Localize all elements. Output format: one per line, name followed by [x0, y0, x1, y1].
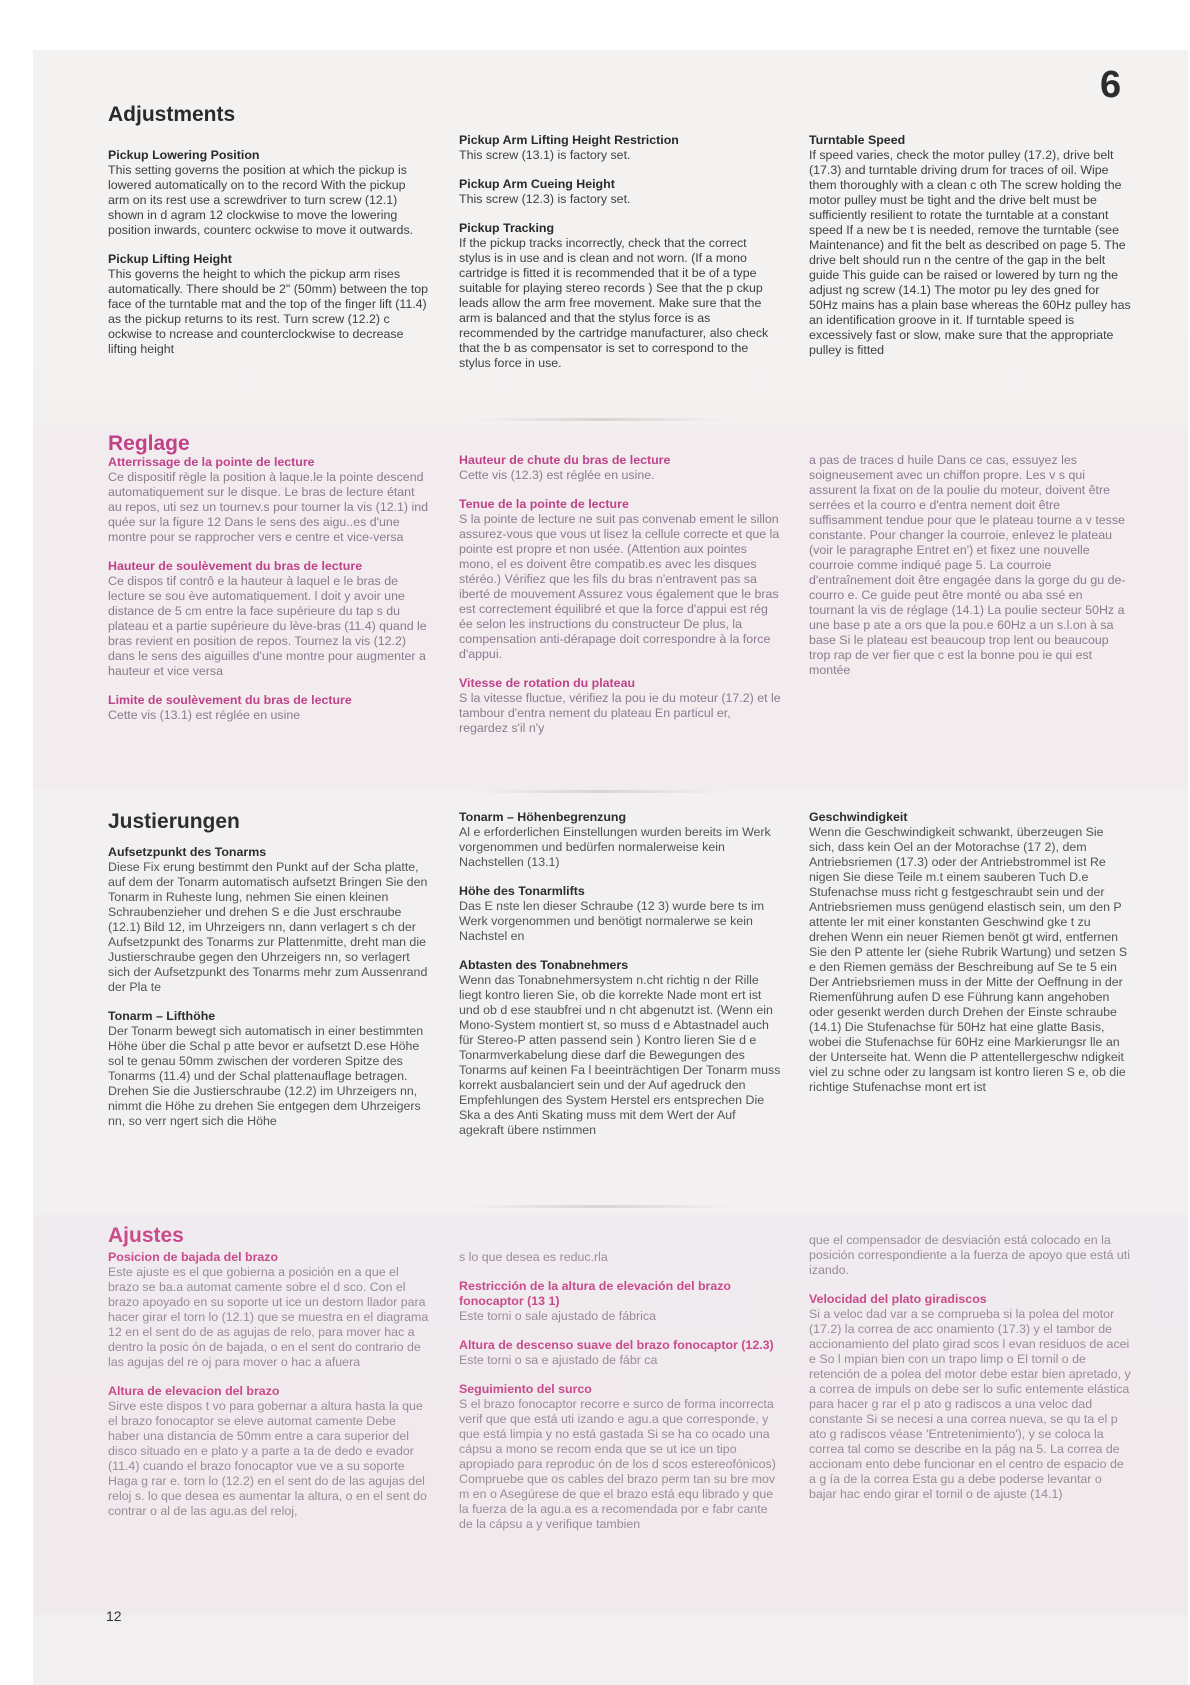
paragraph-text: This screw (12.3) is factory set. — [459, 192, 631, 206]
paragraph-heading: Tonarm – Lifthöhe — [108, 1009, 216, 1023]
paragraph-text: Este torni o sa e ajustado de fábr ca — [459, 1353, 658, 1367]
paragraph-text: S la pointe de lecture ne suit pas convenab ement le sillon assurez-vous que vous ut lisez la cellule correcte et que la pointe est propre et non usée. (Attention aux pointes mono, el es doivent être compatib.es avec les disques stéréo.) Vérifiez que les fils du bras n'entravent pas sa iberté de mouvement Assurez vous également que le bras est correctement équilibré et que la force d'appui est rég ée selon les instructions du constructeur De plus, la compensation anti-dérapage doit correspondre à la force d'appui. — [459, 512, 780, 661]
english-col1 — [108, 148, 430, 371]
paragraph-block — [459, 221, 781, 371]
paragraph-text: This governs the height to which the pickup arm rises automatically. There should be 2" (50mm) between the top face of the turntable mat and the top of the finger lift (11.4) as the pickup returns to its rest. Turn screw (12.2) c ockwise to ncrease and counterclockwise to decrease lifting height — [108, 267, 429, 356]
paragraph-text: Sirve este dispos t vo para gobernar a altura hasta la que el brazo fonocaptor se eleve automat camente Debe haber una distancia de 50mm entre a cara superior del disco situado en e plato y a parte a ta de dedo e evador (11.4) cuando el brazo fonocaptor vue ve a su soporte Haga g rar e. torn lo (12.2) en el sent do de las agujas del reloj s. lo que desea es aumentar la altura, o en el sent do contrar o al de las agu.as del reloj, — [108, 1399, 427, 1518]
paragraph-text: Diese Fix erung bestimmt den Punkt auf der Scha platte, auf dem der Tonarm automatisch aufsetzt Bringen Sie den Tonarm in Ruheste lung, nehmen Sie einen kleinen Schraubenzieher und drehen S e die Just erschraube (12.1) Bild 12, im Uhrzeigers nn, dann verlagert s ch der Aufsetzpunkt des Tonarms zur Plattenmitte, dreht man die Justierschraube gegen den Uhrzeigers nn, so verlagert sich der Aufsetzpunkt des Tonarms mehr zum Aussenrand der Pla te — [108, 860, 428, 994]
section-number: 6 — [1100, 64, 1122, 106]
paragraph-heading: Limite de soulèvement du bras de lecture — [108, 693, 352, 707]
paragraph-heading: Pickup Lowering Position — [108, 148, 260, 162]
paragraph-text: If the pickup tracks incorrectly, check that the correct stylus is in use and is clean and not worn. (If a mono cartridge is fitted it is recommended that it be of a type suitable for playing stereo records ) See that the p ckup leads allow the arm free movement. Make sure that the arm is balanced and that the stylus force is as recommended by the cartridge manufacturer, also check that the b as compensator is set to correspond to the stylus force in use. — [459, 236, 769, 370]
paragraph-heading: Pickup Lifting Height — [108, 252, 232, 266]
paragraph-block — [459, 958, 781, 1138]
paragraph-block — [459, 884, 781, 944]
paragraph-heading: Höhe des Tonarmlifts — [459, 884, 585, 898]
paragraph-heading: Pickup Arm Cueing Height — [459, 177, 615, 191]
spanish-col2 — [459, 1250, 781, 1546]
paragraph-heading: Seguimiento del surco — [459, 1382, 592, 1396]
section-title: Adjustments — [108, 103, 236, 126]
paragraph-heading: Hauteur de chute du bras de lecture — [459, 453, 671, 467]
divider — [470, 418, 730, 421]
section-title: Reglage — [108, 432, 190, 455]
paragraph-heading: Abtasten des Tonabnehmers — [459, 958, 629, 972]
paragraph-text: Wenn das Tonabnehmersystem n.cht richtig n der Rille liegt kontro lieren Sie, ob die korrekte Nade mont ert ist und ob d ese staubfrei und n cht abgenutzt ist. (Wenn ein Mono-System montiert st, so muss d e Abtastnadel auch für Stereo-P atten passend sein ) Kontro lieren Sie d e Tonarmverkabelung diese darf die Bewegungen des Tonarms auf keinen Fa l beeinträchtigen Der Tonarm muss korrekt ausbalanciert sein und der Auf agedruck den Empfehlungen des System Herstel ers entsprechen Die Ska a des Anti Skating muss mit dem Wert der Auf agekraft übere nstimmen — [459, 973, 781, 1137]
paragraph-block — [459, 1382, 781, 1532]
paragraph-block — [459, 1338, 781, 1368]
section-title: Ajustes — [108, 1224, 184, 1247]
paragraph-block — [108, 559, 430, 679]
paragraph-text: This screw (13.1) is factory set. — [459, 148, 631, 162]
paragraph-block — [459, 810, 781, 870]
paragraph-heading: Tonarm – Höhenbegrenzung — [459, 810, 627, 824]
paragraph-text: a pas de traces d huile Dans ce cas, essuyez les soigneusement avec un chiffon propre. Les v s qui assurent la fixat on de la poulie du moteur, doivent être serrées et la courro e d'entra nement doit être suffisamment tendue pour que le plateau tourne a v tesse constante. Pour changer la courroie, enlevez le plateau (voir le paragraphe Entret en') et fixez une nouvelle courroie comme indiqué page 5. La courroie d'entraînement doit être engagée dans la gorge du gu de-courro e. Ce guide peut être monté ou aba ssé en tournant la vis de réglage (14.1) La poulie secteur 50Hz a une base p ate a ors que la pou.e 60Hz a un s.l.on à sa base Si le plateau est beaucoup trop lent ou beaucoup trop rap de ver fier que c est la bonne pou ie qui est montée — [809, 453, 1126, 677]
paragraph-text: Das E nste len dieser Schraube (12 3) wurde bere ts im Werk vorgenommen und benötigt normalerwe se kein Nachstel en — [459, 899, 765, 943]
paragraph-heading: Atterrissage de la pointe de lecture — [108, 455, 315, 469]
section-title: Justierungen — [108, 810, 240, 833]
paragraph-text: If speed varies, check the motor pulley (17.2), drive belt (17.3) and turntable driving drum for traces of oil. Wipe them thoroughly with a clean c oth The screw holding the motor pulley must be tight and the drive belt must be sufficiently resilient to rotate the turntable at a constant speed If a new be t is needed, remove the turntable (see Maintenance) and fit the belt as described on page 5. The drive belt should run n the centre of the gap in the belt guide This guide can be raised or lowered by turn ng the adjust ng screw (14.1) The motor pu ley des gned for 50Hz mains has a plain base whereas the 60Hz pulley has an identification groove in it. If turntable speed is excessively fast or slow, make sure that the appropriate pulley is fitted — [809, 148, 1131, 357]
paragraph-text: This setting governs the position at which the pickup is lowered automatically on to the record With the pickup arm on its rest use a screwdriver to turn screw (12.1) shown in d agram 12 clockwise to move the lowering position inwards, counterc ockwise to move it outwards. — [108, 163, 414, 237]
paragraph-block — [108, 252, 430, 357]
paragraph-text: S el brazo fonocaptor recorre e surco de forma incorrecta verif que que está uti izando e agu.a que corresponde, y que está limpia y no está gastada Si se ha co ocado una cápsu a mono se recom enda que se ut ice un tipo apropiado para reproduc ón de los d scos estereofónicos) Compruebe que os cables del brazo perm tan su bre mov m en o Asegúrese de que el brazo está equ librado y que la fuerza de la agu.a es a recomendada por e fabr cante de la cápsu a y verifique tambien — [459, 1397, 776, 1531]
paragraph-heading: Posicion de bajada del brazo — [108, 1250, 279, 1264]
paragraph-block — [809, 133, 1131, 358]
paragraph-text: Al e erforderlichen Einstellungen wurden bereits im Werk vorgenommen und bedürfen normalerweise kein Nachstellen (13.1) — [459, 825, 771, 869]
french-col1 — [108, 455, 430, 737]
paragraph-block — [459, 1250, 781, 1265]
paragraph-text: Cette vis (12.3) est réglée en usine. — [459, 468, 655, 482]
paragraph-block — [809, 453, 1131, 678]
paragraph-block — [459, 453, 781, 483]
paragraph-heading: Tenue de la pointe de lecture — [459, 497, 629, 511]
german-col2 — [459, 810, 781, 1152]
paragraph-block — [108, 1009, 430, 1129]
paragraph-block — [108, 1384, 430, 1519]
paragraph-block — [108, 455, 430, 545]
paragraph-block — [459, 177, 781, 207]
paragraph-heading: Altura de descenso suave del brazo fonocaptor (12.3) — [459, 1338, 774, 1352]
paragraph-text: Este ajuste es el que gobierna a posición en a que el brazo se ba.a automat camente sobre el d sco. Con el brazo apoyado en su soporte ut ice un destorn llador para hacer girar el torn lo (12.1) que se muestra en el diagrama 12 en el sent do de as agujas de relo, para mover hac a dentro la posic ón de bajada, o en el sent do contrario de las agujas del re oj para mover o hac a afuera — [108, 1265, 429, 1369]
german-col1 — [108, 845, 430, 1143]
paragraph-text: Wenn die Geschwindigkeit schwankt, überzeugen Sie sich, dass kein Oel an der Motorachse (17 2), dem Antriebsriemen (17.3) oder der Antriebstrommel ist Re nigen Sie diese Teile m.t einem sauberen Tuch D.e Stufenachse muss richt g festgeschraubt sein und der Antriebsriemen muss genügend elastisch sein, um den P attente ler mit einer konstanten Geschwind gke t zu drehen Wenn ein neuer Riemen benöt gt wird, entfernen Sie den P attente ler (siehe Rubrik Wartung) und setzen S e den Riemen gemäss der Beschreibung auf Se te 5 ein Der Antriebsriemen muss in der Mitte der Oeffnung in der Riemenführung aufen D ese Führung kann angehoben oder gesenkt werden durch Drehen der Einste schraube (14.1) Die Stufenachse für 50Hz hat eine glatte Basis, wobei die Stufenachse für 60Hz eine Markierungsr lle an der Unterseite hat. Wenn die P attentellergeschw ndigkeit viel zu schne oder zu langsam ist kontro lieren S e, ob die richtige Stufenachse mont ert ist — [809, 825, 1128, 1094]
paragraph-block — [108, 1250, 430, 1370]
paragraph-text: Ce dispositif règle la position à laque.le la pointe descend automatiquement sur le disque. Le bras de lecture étant au repos, uti sez un tournev.s pour tourner la vis (12.1) ind quée sur la figure 12 Dans le sens des aigu..es d'une montre pour se rapprocher vers e centre et vice-versa — [108, 470, 429, 544]
paragraph-text: S la vitesse fluctue, vérifiez la pou ie du moteur (17.2) et le tambour d'entra nement du plateau En particul er, regardez s'il n'y — [459, 691, 781, 735]
paragraph-block — [459, 1279, 781, 1324]
paragraph-heading: Velocidad del plato giradiscos — [809, 1292, 987, 1306]
french-col2 — [459, 453, 781, 750]
paragraph-heading: Pickup Tracking — [459, 221, 555, 235]
english-col2 — [459, 133, 781, 385]
german-col3 — [809, 810, 1131, 1109]
paragraph-block — [459, 133, 781, 163]
paragraph-text: s lo que desea es reduc.rla — [459, 1250, 608, 1264]
paragraph-block — [108, 845, 430, 995]
paragraph-text: Der Tonarm bewegt sich automatisch in einer bestimmten Höhe über die Schal p atte bevor er aufsetzt D.ese Höhe sol te genau 50mm zwischen der vorderen Spitze des Tonarms (11.4) und der Schal plattenauflage betragen. Drehen Sie die Justierschraube (12.2) im Uhrzeigers nn, nimmt die Höhe zu drehen Sie entgegen dem Uhrzeigers nn, so verr ngert sich die Höhe — [108, 1024, 424, 1128]
spanish-col3 — [809, 1233, 1131, 1516]
divider — [470, 790, 730, 793]
paragraph-block — [459, 676, 781, 736]
paragraph-heading: Altura de elevacion del brazo — [108, 1384, 280, 1398]
spanish-col1 — [108, 1250, 430, 1533]
paragraph-block — [459, 497, 781, 662]
divider — [470, 1205, 730, 1208]
paragraph-text: Este torni o sale ajustado de fábrica — [459, 1309, 656, 1323]
paragraph-heading: Pickup Arm Lifting Height Restriction — [459, 133, 679, 147]
french-col3 — [809, 453, 1131, 692]
english-col3 — [809, 133, 1131, 372]
paragraph-heading: Hauteur de soulèvement du bras de lecture — [108, 559, 363, 573]
paragraph-text: Cette vis (13.1) est réglée en usine — [108, 708, 301, 722]
paragraph-block — [809, 810, 1131, 1095]
paragraph-text: Ce dispos tif contrô e la hauteur à laquel e le bras de lecture se sou ève automatiquement. l doit y avoir une distance de 5 cm entre la face supérieure du tap s du plateau et a partie supérieure du lève-bras (11.4) quand le bras revient en position de repos. Tournez la vis (12.2) dans le sens des aiguilles d'une montre pour augmenter a hauteur et vice versa — [108, 574, 427, 678]
paragraph-block — [108, 693, 430, 723]
paragraph-block — [809, 1233, 1131, 1278]
paragraph-heading: Geschwindigkeit — [809, 810, 908, 824]
page-number: 12 — [106, 1608, 122, 1624]
paragraph-text: Si a veloc dad var a se comprueba si la polea del motor (17.2) la correa de acc onamiento (17.3) y el tambor de accionamiento del plato girad scos l evan residuos de acei e So l mpian bien con un trapo limp o El tornil o de retención de a polea del motor debe estar bien apretado, y a correa de impuls on debe ser lo sufic entemente elástica para hacer g rar el p ato g radiscos a una veloc dad constante Si se necesi a una correa nueva, se qu ta el p ato g radiscos véase 'Entretenimiento'), y se coloca la correa tal como se describe en la pág na 5. La correa de accionam ento debe funcionar en el centro de espacio de a g ía de la correa Esta gu a debe poderse levantar o bajar hac endo girar el tornil o de ajuste (14.1) — [809, 1307, 1131, 1501]
paragraph-block — [809, 1292, 1131, 1502]
paragraph-text: que el compensador de desviación está colocado en la posición correspondiente a la fuerza de apoyo que está uti izando. — [809, 1233, 1130, 1277]
paragraph-block — [108, 148, 430, 238]
paragraph-heading: Vitesse de rotation du plateau — [459, 676, 636, 690]
paragraph-heading: Restricción de la altura de elevación del brazo fonocaptor (13 1) — [459, 1279, 732, 1308]
paragraph-heading: Aufsetzpunkt des Tonarms — [108, 845, 267, 859]
paragraph-heading: Turntable Speed — [809, 133, 906, 147]
